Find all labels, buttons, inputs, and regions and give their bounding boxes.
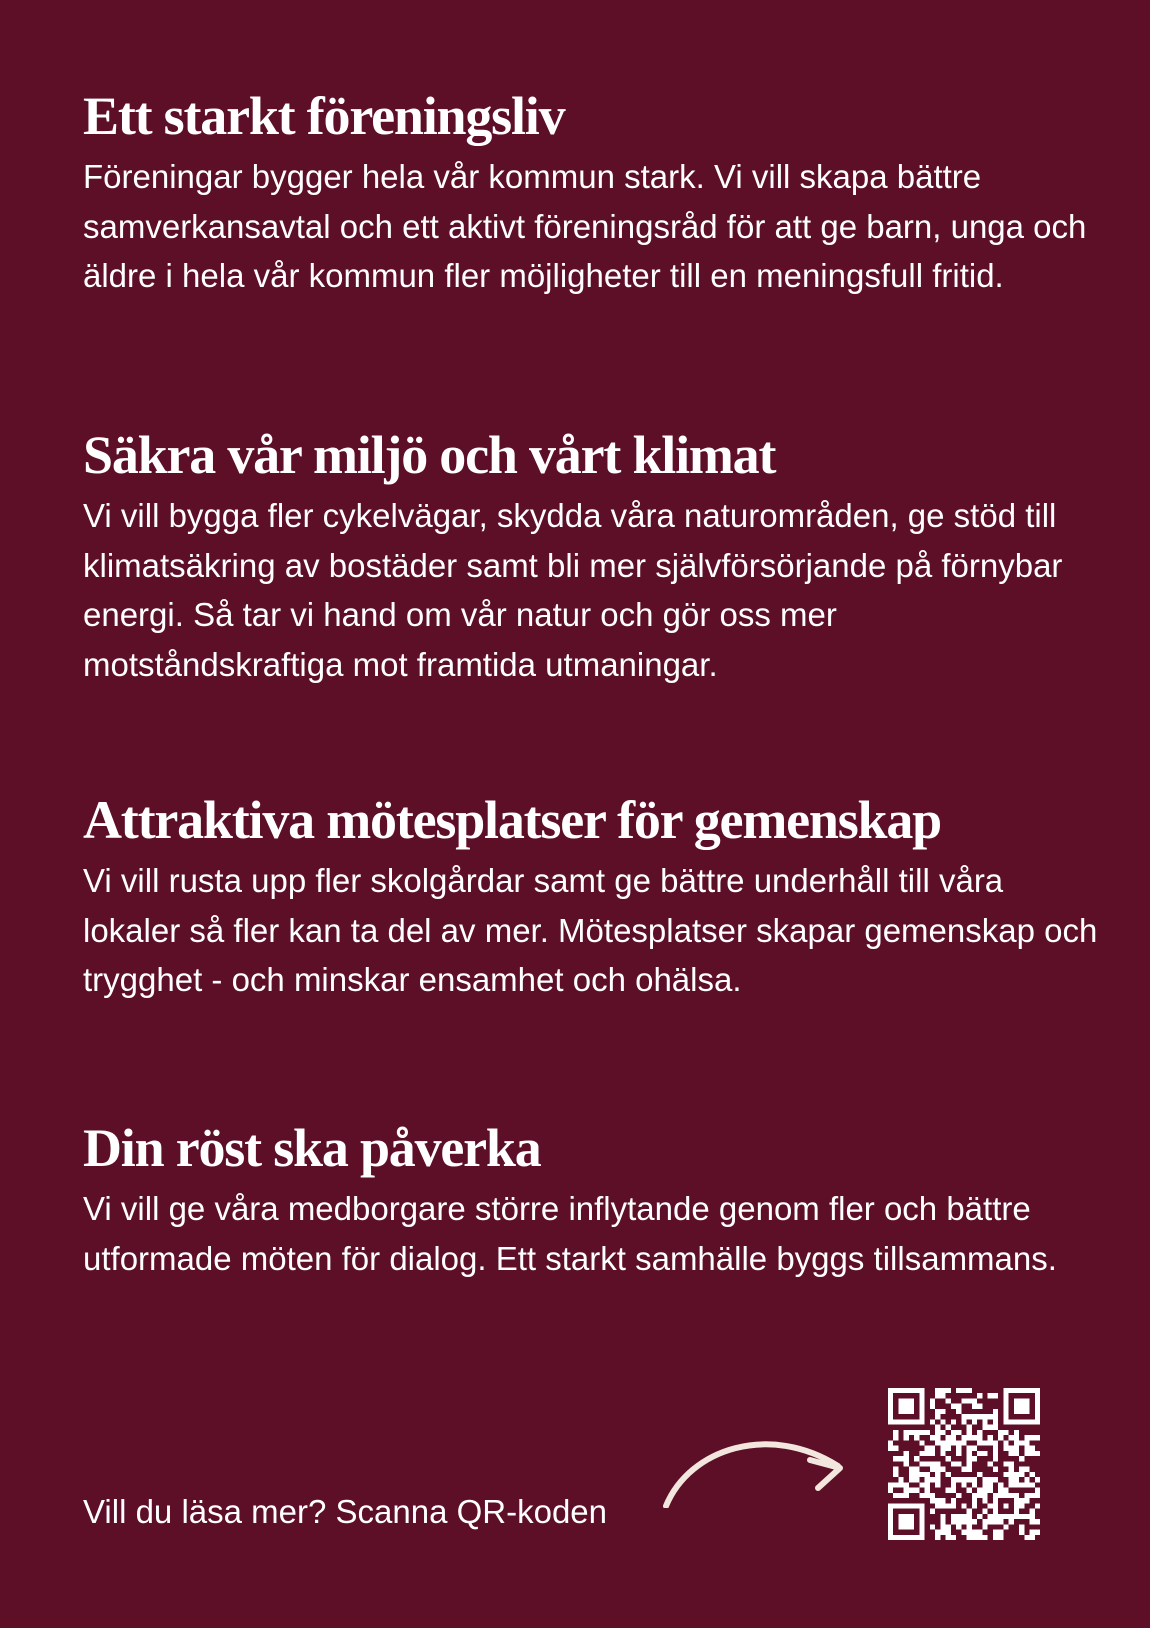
section-heading: Säkra vår miljö och vårt klimat	[83, 425, 776, 485]
section-miljo-klimat	[83, 425, 1103, 689]
section-body: Vi vill rusta upp fler skolgårdar samt ge bättre underhåll till våra lokaler så fler kan ta del av mer. Mötesplatser skapar gemenskap och trygghet - och minskar ensamhet och ohälsa.	[83, 862, 1098, 998]
section-body: Föreningar bygger hela vår kommun stark. Vi vill skapa bättre samverkansavtal och ett aktivt föreningsråd för att ge barn, unga och äldre i hela vår kommun fler möjligheter till en meningsfull fritid.	[83, 158, 1087, 294]
section-body: Vi vill bygga fler cykelvägar, skydda våra naturområden, ge stöd till klimatsäkring av bostäder samt bli mer självförsörjande på förnybar energi. Så tar vi hand om vår natur och gör oss mer motståndskraftiga mot framtida utmaningar.	[83, 497, 1063, 683]
section-heading: Ett starkt föreningsliv	[83, 86, 565, 146]
section-heading: Din röst ska påverka	[83, 1118, 541, 1178]
section-heading: Attraktiva mötesplatser för gemenskap	[83, 790, 941, 850]
section-foreningsliv	[83, 86, 1103, 301]
section-din-rost	[83, 1118, 1103, 1283]
qr-code-icon[interactable]	[888, 1388, 1040, 1540]
section-body: Vi vill ge våra medborgare större inflytande genom fler och bättre utformade möten för dialog. Ett starkt samhälle byggs tillsammans.	[83, 1190, 1057, 1277]
section-motesplatser	[83, 790, 1103, 1005]
qr-call-to-action: Vill du läsa mer? Scanna QR-koden	[83, 1493, 608, 1530]
curved-arrow-right-icon	[660, 1428, 845, 1508]
